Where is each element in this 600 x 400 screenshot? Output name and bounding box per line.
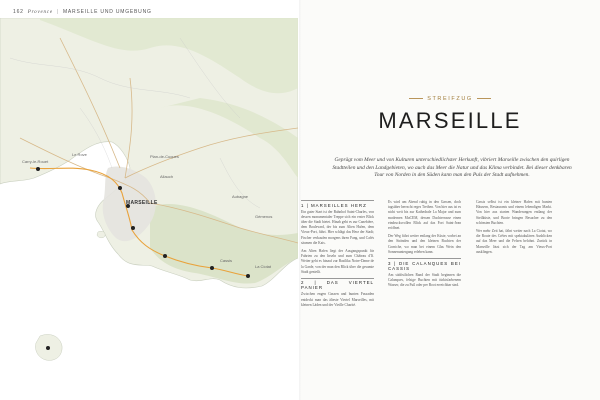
section-subhead: 2 | DAS VIERTEL PANIER (301, 278, 374, 291)
paragraph: Am Alten Hafen liegt der Ausgangspunkt für Fahrten zu den Inseln und zum Château d'If. Weiter geht es hinauf zur Basilika Notre-Dame de la Garde, von der man den Blick über die gesamte Stadt genießt. (301, 248, 374, 274)
place-label: Plan-de-Cuques (150, 154, 179, 159)
kicker (300, 96, 600, 102)
city-label: MARSEILLE (126, 200, 158, 206)
text-column-2 (388, 200, 461, 291)
route-marker (131, 226, 135, 230)
island (97, 231, 105, 238)
route-marker (163, 254, 167, 258)
place-label: Cassis (220, 258, 233, 263)
route-marker (118, 186, 122, 190)
text-column-3 (476, 200, 552, 258)
route-marker (36, 167, 40, 171)
page-title: MARSEILLE (378, 108, 522, 133)
paragraph: Cassis selbst ist ein kleiner Hafen mit bunten Häusern, Restaurants und einem lebendigen Markt. Von hier aus starten Wanderungen entlang der Steilküste, und Boote bringen Besucher zu den schönsten Buchten. (476, 200, 552, 225)
map-svg (0, 18, 298, 400)
paragraph: Am südöstlichen Rand der Stadt beginnen die Calanques, felsige Buchten mit türkisfarbenem Wasser, die zu Fuß oder per Boot erreichbar sind. (388, 272, 461, 287)
kicker-rule (477, 98, 491, 99)
kicker-rule (409, 98, 423, 99)
place-label: Carry-le-Rouet (22, 159, 49, 164)
section-name: Provence (27, 9, 53, 15)
section-subhead: 3 | DIE CALANQUES BEI CASSIS (388, 258, 461, 271)
place-label: Aubagne (232, 194, 249, 199)
map (0, 18, 298, 400)
route-marker (210, 266, 214, 270)
place-label: La Ciotat (255, 264, 272, 269)
intro-text: Geprägt vom Meer und von Kulturen unterschiedlichster Herkunft, vibriert Marseille zwischen den quirligen Stadtteilen und den Landgebieten, wo auch das Meer die Natur und das Klima verbindet. Bei dieser denkbaren Tour von Norden in den Süden kann man den Puls der Stadt aufnehmen. (332, 157, 572, 179)
route-marker (46, 346, 50, 350)
paragraph: Wer mehr Zeit hat, fährt weiter nach La Ciotat, wo die Route des Crêtes mit spektakulären Ausblicken auf das Meer und die Felsen belohnt. Zurück in Marseille lässt sich der Tag am Vieux-Port ausklingen. (476, 229, 552, 254)
paragraph: Zwischen engen Gassen und bunten Fassaden entdeckt man das älteste Viertel Marseilles, mit kleinen Läden und der Vieille Charité. (301, 292, 374, 307)
paragraph: Ein guter Start ist der Bahnhof Saint-Charles, von dessen monumentaler Treppe sich ein erster Blick über die Stadt bietet. Hinab geht es zur Canebière, dem Boulevard, der bis zum Alten Hafen, dem Vieux-Port, führt. Hier schlägt das Herz der Stadt; Fischer verkaufen morgens ihren Fang, und Cafés säumen die Kais. (301, 209, 374, 245)
kicker-text: STREIFZUG (427, 96, 473, 102)
place-label: Gémenos (255, 214, 273, 219)
paragraph: Es wird am Abend ruhig in den Gassen, doch tagsüber herrscht reges Treiben. Von hier aus ist es nicht weit bis zur Kathedrale La Major und zum modernen MuCEM, dessen Dachterrasse einen eindrucksvollen Blick auf das Fort Saint-Jean eröffnet. (388, 200, 461, 231)
place-label: Allauch (160, 174, 174, 179)
route-marker (246, 274, 250, 278)
page-number: 162 (13, 9, 24, 15)
paragraph: Der Weg führt weiter entlang der Küste, vorbei an den Stränden und den kleinen Buchten der Corniche, wo man bei einem Glas Wein den Sonnenuntergang erleben kann. (388, 234, 461, 254)
separator: | (56, 9, 59, 15)
running-head (13, 9, 152, 15)
section-subhead: 1 | MARSEILLES HERZ (301, 200, 374, 208)
place-label: Le Rove (72, 152, 87, 157)
text-column-1 (301, 200, 374, 311)
title-block (300, 96, 600, 134)
chapter-name: MARSEILLE UND UMGEBUNG (62, 9, 152, 15)
